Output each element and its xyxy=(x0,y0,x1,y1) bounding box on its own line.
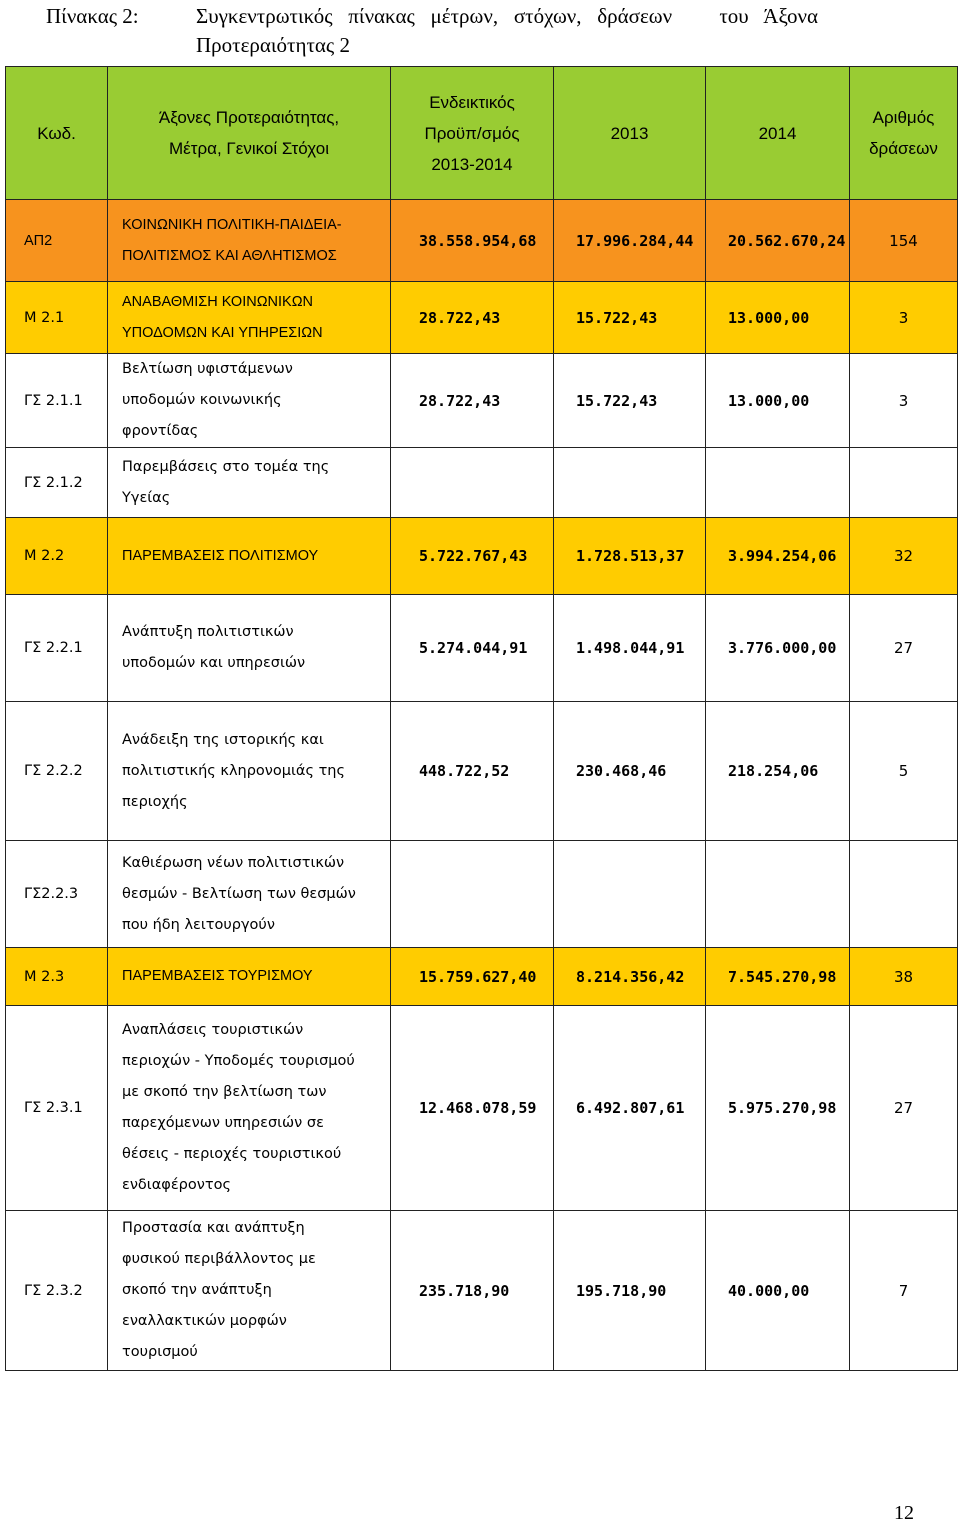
row-actions xyxy=(850,448,958,518)
row-actions: 38 xyxy=(850,948,958,1006)
row-2014: 3.776.000,00 xyxy=(706,595,850,702)
row-description xyxy=(108,1006,391,1211)
description-line: Αναπλάσεις τουριστικών xyxy=(122,1022,304,1038)
row-2013 xyxy=(554,841,706,948)
row-description xyxy=(108,702,391,841)
row-budget: 448.722,52 xyxy=(391,702,554,841)
row-description xyxy=(108,448,391,518)
description-line: φυσικού περιβάλλοντος με xyxy=(122,1251,316,1267)
header-axes: Άξονες Προτεραιότητας, Μέτρα, Γενικοί Στόχοι xyxy=(108,67,391,200)
row-code: ΓΣ 2.1.1 xyxy=(6,354,108,448)
description-line: περιοχών - Υποδομές τουρισμού xyxy=(122,1053,355,1069)
row-2014: 3.994.254,06 xyxy=(706,518,850,595)
description-line: παρεχόμενων υπηρεσιών σε xyxy=(122,1115,324,1131)
row-2013: 1.728.513,37 xyxy=(554,518,706,595)
row-description xyxy=(108,841,391,948)
row-budget: 12.468.078,59 xyxy=(391,1006,554,1211)
row-code: ΑΠ2 xyxy=(6,200,108,282)
table-row xyxy=(6,448,958,518)
description-line: υποδομών και υπηρεσιών xyxy=(122,655,306,671)
row-budget xyxy=(391,448,554,518)
row-description xyxy=(108,200,391,282)
table-row xyxy=(6,595,958,702)
description-line: σκοπό την ανάπτυξη xyxy=(122,1282,272,1298)
row-actions: 5 xyxy=(850,702,958,841)
caption-title-line1: Συγκεντρωτικός πίνακας μέτρων, στόχων, δράσεων του Άξονα xyxy=(196,4,819,28)
table-row xyxy=(6,282,958,354)
description-line: τουρισμού xyxy=(122,1344,198,1360)
row-code: ΓΣ 2.1.2 xyxy=(6,448,108,518)
description-line: Παρεμβάσεις στο τομέα της xyxy=(122,458,330,475)
table-row xyxy=(6,518,958,595)
table-row xyxy=(6,841,958,948)
row-description xyxy=(108,948,391,1006)
description-line: ΠΟΛΙΤΙΣΜΟΣ ΚΑΙ ΑΘΛΗΤΙΣΜΟΣ xyxy=(122,247,337,264)
description-line: πολιτιστικής κληρονομιάς της xyxy=(122,762,346,779)
row-code: ΓΣ 2.2.2 xyxy=(6,702,108,841)
row-2014: 218.254,06 xyxy=(706,702,850,841)
table-row xyxy=(6,702,958,841)
row-description xyxy=(108,282,391,354)
header-row xyxy=(6,67,958,200)
description-line: ΚΟΙΝΩΝΙΚΗ ΠΟΛΙΤΙΚΗ-ΠΑΙΔΕΙΑ- xyxy=(122,216,342,233)
description-line: ΠΑΡΕΜΒΑΣΕΙΣ ΤΟΥΡΙΣΜΟΥ xyxy=(122,968,313,984)
row-2014: 40.000,00 xyxy=(706,1211,850,1371)
row-code: Μ 2.1 xyxy=(6,282,108,354)
row-2014: 5.975.270,98 xyxy=(706,1006,850,1211)
measures-table xyxy=(5,66,958,1371)
description-line: Ανάπτυξη πολιτιστικών xyxy=(122,624,294,640)
row-budget: 28.722,43 xyxy=(391,354,554,448)
row-actions: 32 xyxy=(850,518,958,595)
description-line: Βελτίωση υφιστάμενων xyxy=(122,361,293,377)
header-actions: Αριθμός δράσεων xyxy=(850,67,958,200)
description-line: θεσμών - Βελτίωση των θεσμών xyxy=(122,885,356,902)
row-code: ΓΣ 2.2.1 xyxy=(6,595,108,702)
description-line: που ήδη λειτουργούν xyxy=(122,916,275,933)
row-2014: 7.545.270,98 xyxy=(706,948,850,1006)
row-actions: 3 xyxy=(850,354,958,448)
row-description xyxy=(108,518,391,595)
row-2013: 195.718,90 xyxy=(554,1211,706,1371)
description-line: με σκοπό την βελτίωση των xyxy=(122,1084,327,1100)
row-2013 xyxy=(554,448,706,518)
row-2014 xyxy=(706,448,850,518)
table-row xyxy=(6,354,958,448)
row-budget: 38.558.954,68 xyxy=(391,200,554,282)
row-budget: 15.759.627,40 xyxy=(391,948,554,1006)
description-line: Καθιέρωση νέων πολιτιστικών xyxy=(122,854,345,871)
row-2014: 13.000,00 xyxy=(706,354,850,448)
row-code: ΓΣ 2.3.2 xyxy=(6,1211,108,1371)
row-description xyxy=(108,1211,391,1371)
row-2013: 17.996.284,44 xyxy=(554,200,706,282)
description-line: ΥΠΟΔΟΜΩΝ ΚΑΙ ΥΠΗΡΕΣΙΩΝ xyxy=(122,324,323,341)
description-line: υποδομών κοινωνικής xyxy=(122,392,282,408)
header-2013: 2013 xyxy=(554,67,706,200)
row-actions: 7 xyxy=(850,1211,958,1371)
row-2014: 13.000,00 xyxy=(706,282,850,354)
description-line: Ανάδειξη της ιστορικής και xyxy=(122,731,324,748)
description-line: ΠΑΡΕΜΒΑΣΕΙΣ ΠΟΛΙΤΙΣΜΟΥ xyxy=(122,547,319,564)
row-2013: 230.468,46 xyxy=(554,702,706,841)
table-row xyxy=(6,200,958,282)
row-2014: 20.562.670,24 xyxy=(706,200,850,282)
table-row xyxy=(6,1211,958,1371)
table-row xyxy=(6,948,958,1006)
description-line: ενδιαφέροντος xyxy=(122,1177,231,1193)
row-2013: 6.492.807,61 xyxy=(554,1006,706,1211)
row-code: ΓΣ 2.3.1 xyxy=(6,1006,108,1211)
row-code: ΓΣ2.2.3 xyxy=(6,841,108,948)
row-2013: 8.214.356,42 xyxy=(554,948,706,1006)
page-number: 12 xyxy=(894,1502,914,1524)
caption-label: Πίνακας 2: xyxy=(46,4,139,28)
row-actions: 3 xyxy=(850,282,958,354)
row-actions: 27 xyxy=(850,1006,958,1211)
row-2013: 15.722,43 xyxy=(554,282,706,354)
row-budget: 28.722,43 xyxy=(391,282,554,354)
row-budget: 5.274.044,91 xyxy=(391,595,554,702)
description-line: θέσεις - περιοχές τουριστικού xyxy=(122,1146,342,1162)
row-budget: 235.718,90 xyxy=(391,1211,554,1371)
row-actions xyxy=(850,841,958,948)
description-line: Προστασία και ανάπτυξη xyxy=(122,1220,305,1236)
row-description xyxy=(108,595,391,702)
row-code: Μ 2.3 xyxy=(6,948,108,1006)
header-code: Κωδ. xyxy=(6,67,108,200)
table-row xyxy=(6,1006,958,1211)
header-2014: 2014 xyxy=(706,67,850,200)
description-line: φροντίδας xyxy=(122,423,199,439)
header-budget: Ενδεικτικός Προϋπ/σμός 2013-2014 xyxy=(391,67,554,200)
row-description xyxy=(108,354,391,448)
row-2014 xyxy=(706,841,850,948)
row-actions: 154 xyxy=(850,200,958,282)
description-line: Υγείας xyxy=(122,489,171,506)
row-2013: 1.498.044,91 xyxy=(554,595,706,702)
caption-title-line2: Προτεραιότητας 2 xyxy=(196,33,350,57)
row-code: Μ 2.2 xyxy=(6,518,108,595)
description-line: περιοχής xyxy=(122,793,188,810)
description-line: εναλλακτικών μορφών xyxy=(122,1313,287,1329)
row-budget: 5.722.767,43 xyxy=(391,518,554,595)
description-line: ΑΝΑΒΑΘΜΙΣΗ ΚΟΙΝΩΝΙΚΩΝ xyxy=(122,293,314,310)
row-actions: 27 xyxy=(850,595,958,702)
row-2013: 15.722,43 xyxy=(554,354,706,448)
row-budget xyxy=(391,841,554,948)
